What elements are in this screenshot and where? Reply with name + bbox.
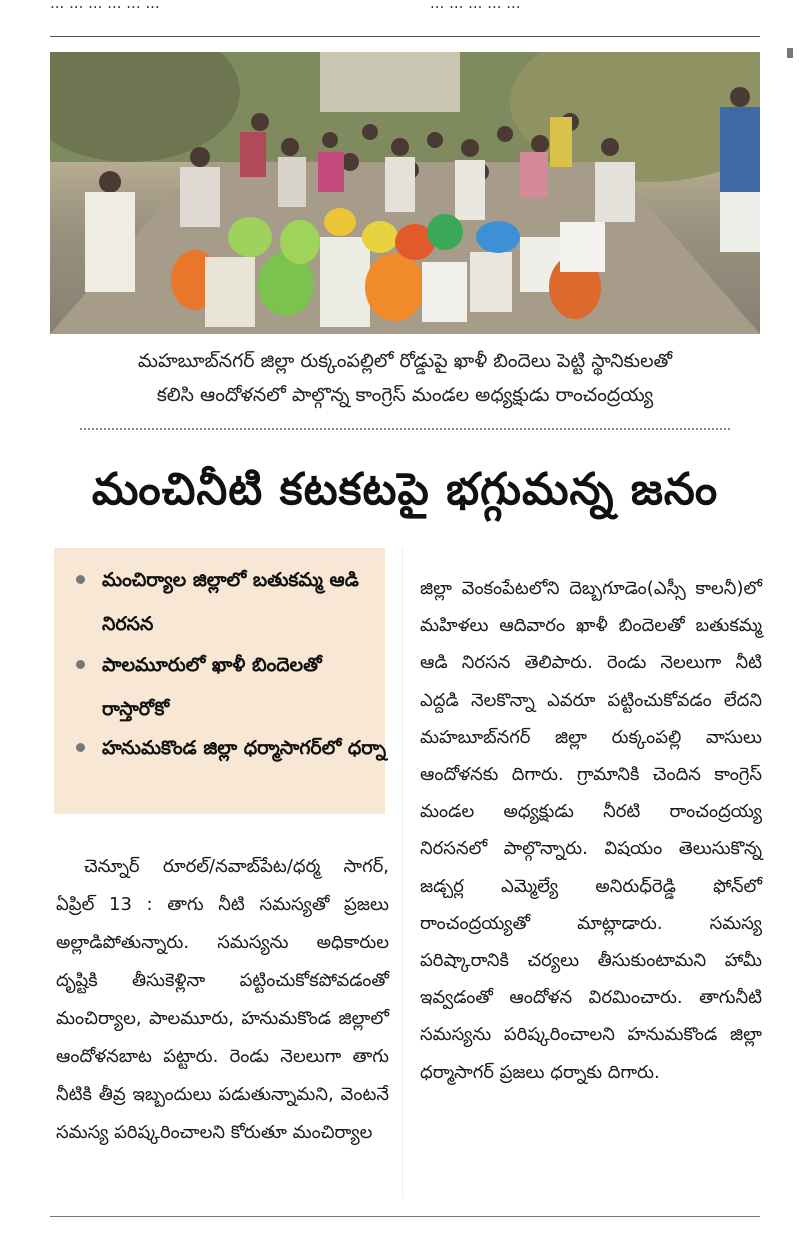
article-headline: మంచినీటి కటకటపై భగ్గుమన్న జనం	[91, 464, 719, 515]
previous-article-right-text: ... ... ... ... ...	[430, 0, 521, 12]
bullet-icon	[76, 660, 85, 669]
bullet-icon	[76, 743, 85, 752]
column-gutter	[402, 548, 403, 1198]
previous-article-fragment	[50, 0, 760, 14]
edge-mark	[787, 48, 793, 58]
previous-article-left-text: ... ... ... ... ... ...	[50, 0, 160, 12]
highlight-text: మంచిర్యాల జిల్లాలో బతుకమ్మ ఆడి నిరసన	[102, 569, 359, 635]
bottom-divider	[50, 1216, 760, 1217]
protest-photo-illustration	[50, 52, 760, 334]
caption-line-2: కలిసి ఆందోళనలో పాల్గొన్న కాంగ్రెస్ మండల అధ్యక్షుడు రాంచంద్రయ్య	[156, 384, 654, 406]
highlights-box	[54, 548, 385, 814]
caption-divider	[80, 428, 730, 430]
article-body-right-column: జిల్లా వెంకంపేటలోని దెబ్బగూడెం(ఎస్సీ కాలనీ)లో మహిళలు ఆదివారం ఖాళీ బిందెలతో బతుకమ్మ ఆడి నిరసన తెలిపారు. రెండు నెలలుగా నీటి ఎద్దడి నెలకొన్నా ఎవరూ పట్టించుకోవడం లేదని మహబూబ్‌నగర్ జిల్లా రుక్కంపల్లి వాసులు ఆందోళనకు దిగారు. గ్రామానికి చెందిన కాంగ్రెస్ మండల అధ్యక్షుడు నీరటి రాంచంద్రయ్య నిరసనలో పాల్గొన్నారు. విషయం తెలుసుకొన్న జడ్చర్ల ఎమ్మెల్యే అనిరుధ్‌రెడ్డి ఫోన్‌లో రాంచంద్రయ్యతో మాట్లాడారు. సమస్య పరిష్కారానికి చర్యలు తీసుకుంటామని హామీ ఇవ్వడంతో ఆందోళన విరమించారు. తాగునీటి సమస్యను పరిష్కరించాలని హనుమకొండ జిల్లా ధర్మాసాగర్ ప్రజలు ధర్నాకు దిగారు.	[420, 578, 762, 1083]
caption-line-1: మహబూబ్‌నగర్ జిల్లా రుక్కంపల్లిలో రోడ్డుపై ఖాళీ బిందెలు పెట్టి స్థానికులతో	[137, 350, 673, 372]
article-body-left-column: చెన్నూర్ రూరల్/నవాబ్‌పేట/ధర్మ సాగర్, ఏప్రిల్ 13 : తాగు నీటి సమస్యతో ప్రజలు అల్లాడిపోతున్నారు. సమస్యను అధికారుల దృష్టికి తీసుకెళ్లినా పట్టించుకోకపోవడంతో మంచిర్యాల, పాలమూరు, హనుమకొండ జిల్లాలో ఆందోళనబాట పట్టారు. రెండు నెలలుగా తాగు నీటికి తీవ్ర ఇబ్బందులు పడుతున్నామని, వెంటనే సమస్య పరిష్కరించాలని కోరుతూ మంచిర్యాల	[56, 856, 389, 1143]
highlight-text: హనుమకొండ జిల్లా ధర్మాసాగర్‌లో ధర్నా	[102, 737, 387, 759]
highlight-text: పాలమూరులో ఖాళీ బిందెలతో రాస్తారోకో	[102, 654, 322, 720]
news-photo	[50, 52, 760, 334]
top-divider	[50, 36, 760, 37]
photo-caption	[50, 344, 760, 412]
bullet-icon	[76, 575, 85, 584]
